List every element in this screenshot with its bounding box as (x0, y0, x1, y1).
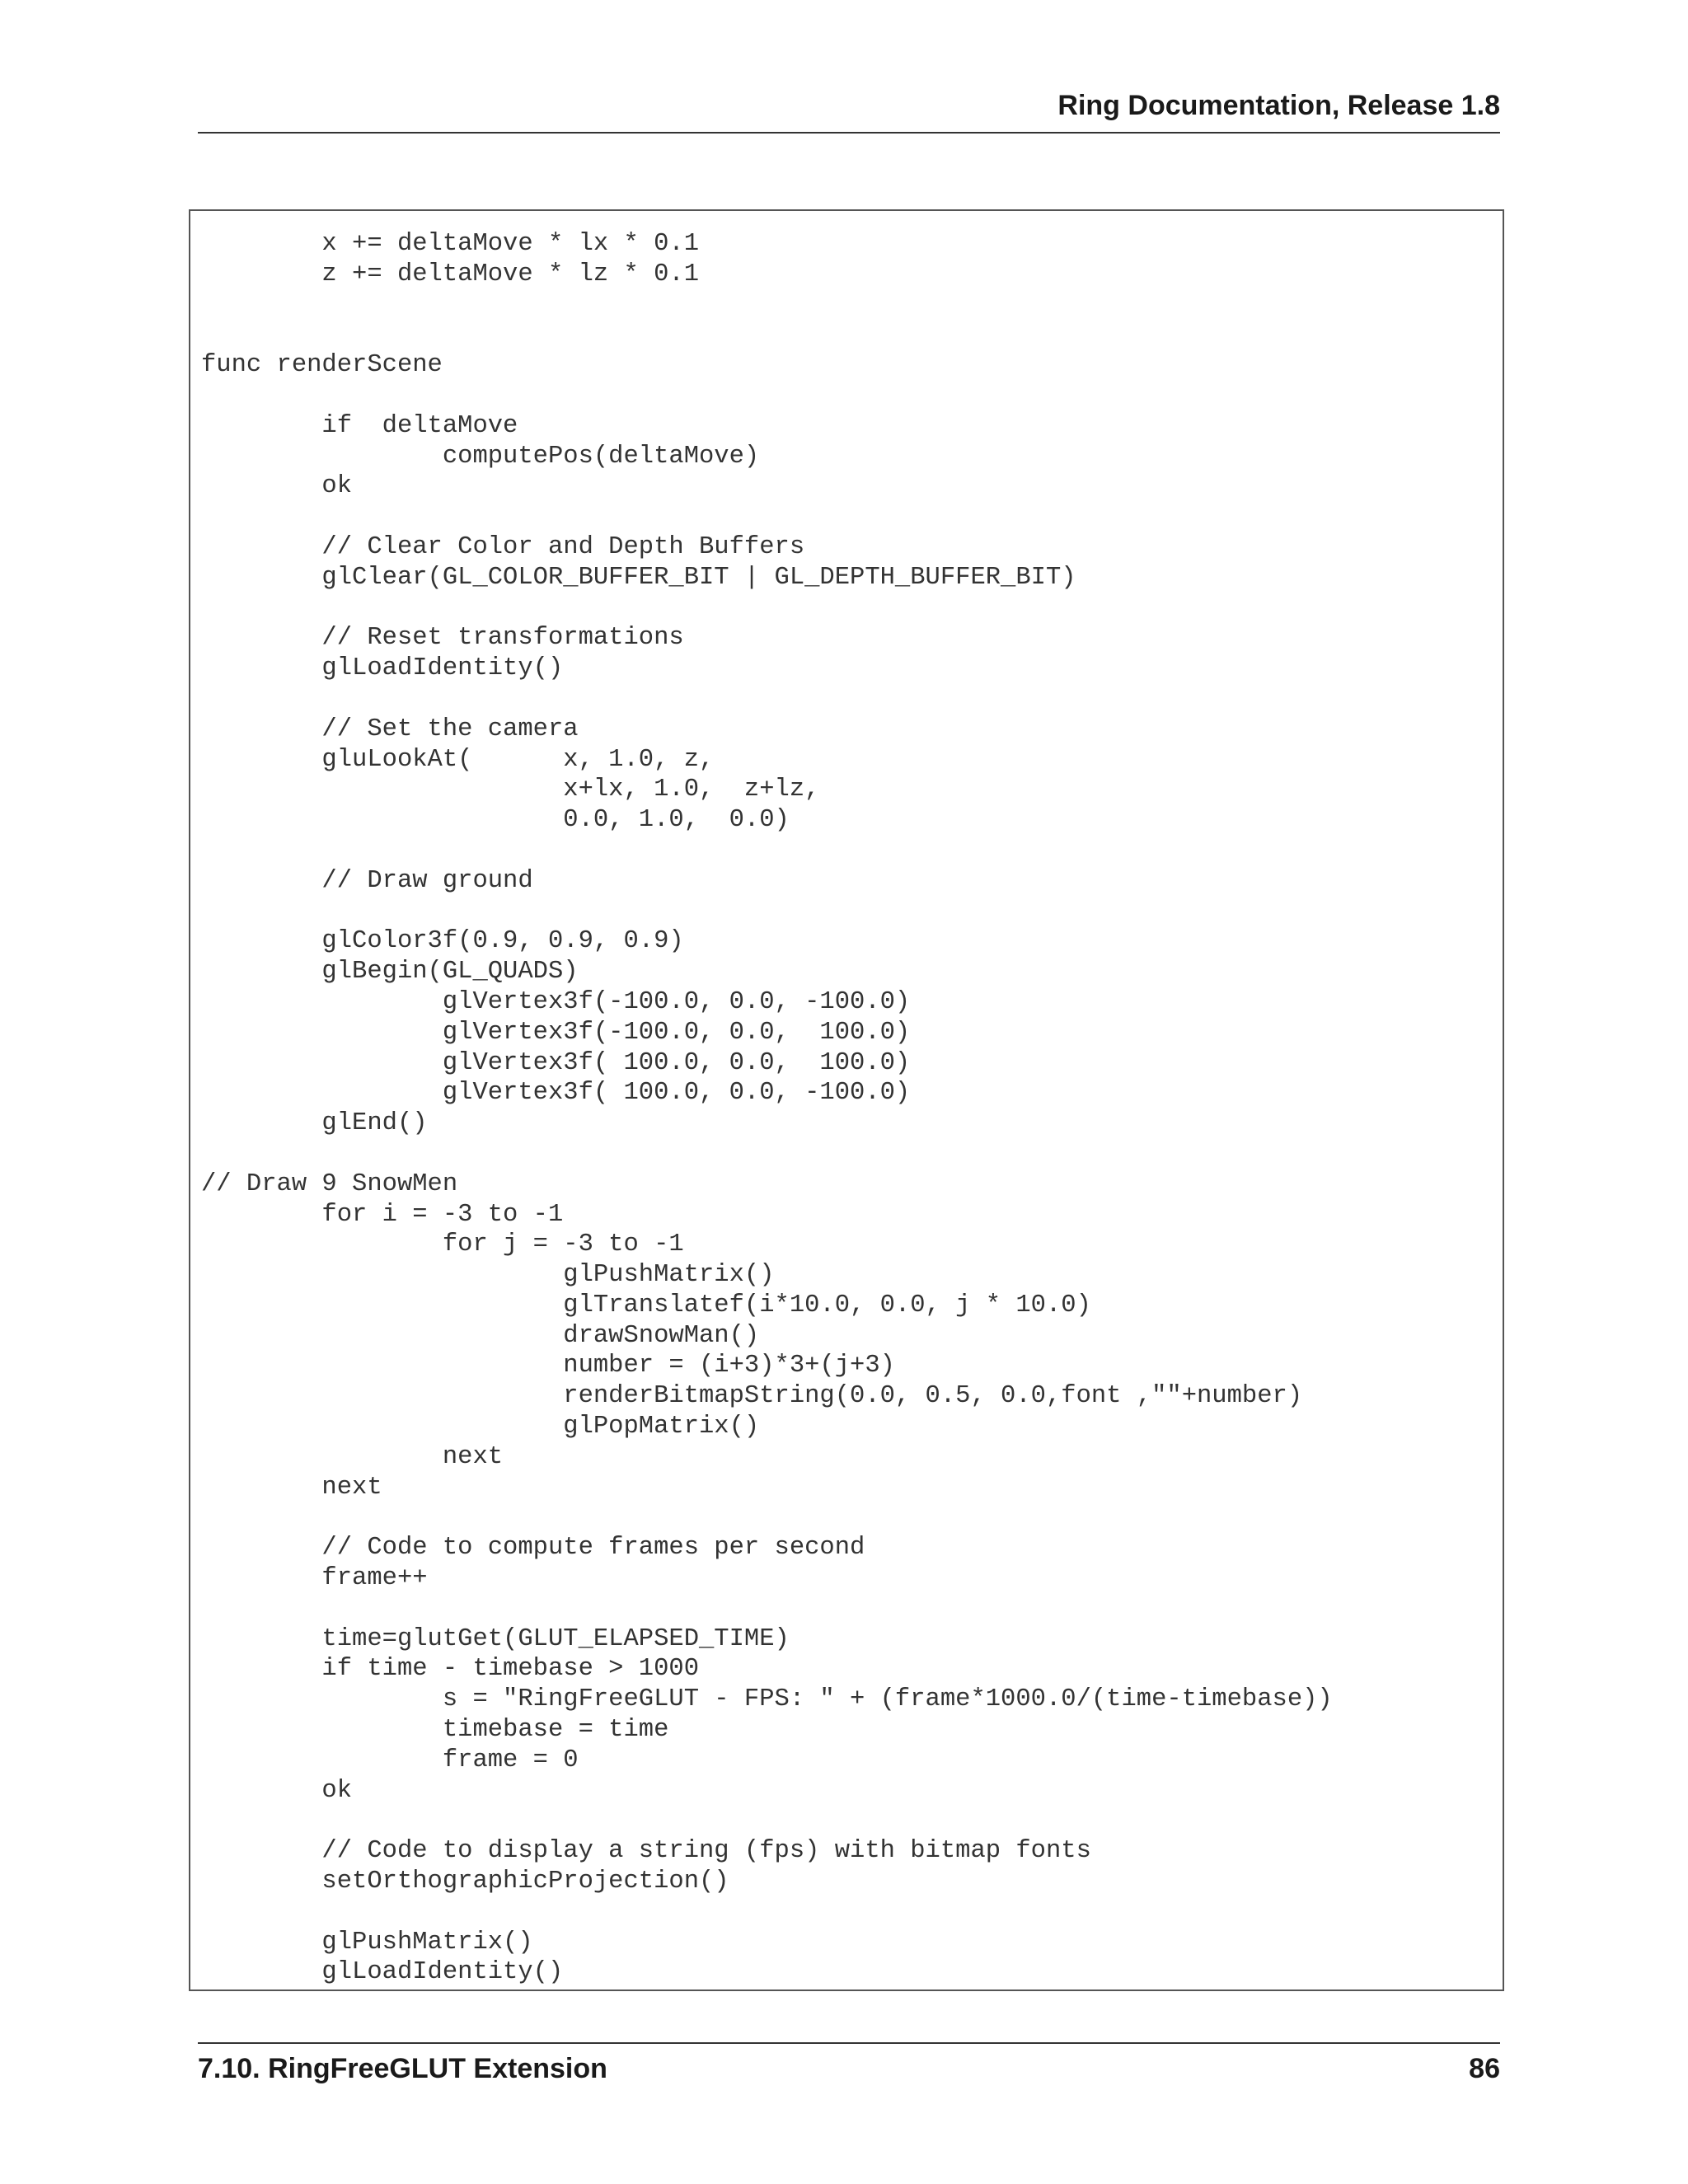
code-text: x += deltaMove * lx * 0.1 z += deltaMove * lz * 0.1 func renderScene if deltaMove computePos(deltaMove) ok // Clear Color and Depth Buffers glClear(GL_COLOR_BUFFER_BIT | GL_DEPTH_BUFFER_BIT) // Reset transformations glLoadIdentity() // Set the camera gluLookAt( x, 1.0, z, x+lx, 1.0, z+lz, 0.0, 1.0, 0.0) // Draw ground glColor3f(0.9, 0.9, 0.9) glBegin(GL_QUADS) glVertex3f(-100.0, 0.0, -100.0) glVertex3f(-100.0, 0.0, 100.0) glVertex3f( 100.0, 0.0, 100.0) glVertex3f( 100.0, 0.0, -100.0) glEnd() // Draw 9 SnowMen for i = -3 to -1 for j = -3 to -1 glPushMatrix() glTranslatef(i*10.0, 0.0, j * 10.0) drawSnowMan() number = (i+3)*3+(j+3) renderBitmapString(0.0, 0.5, 0.0,font ,""+number) glPopMatrix() next next // Code to compute frames per second frame++ time=glutGet(GLUT_ELAPSED_TIME) if time - timebase > 1000 s = "RingFreeGLUT - FPS: " + (frame*1000.0/(time-timebase)) timebase = time frame = 0 ok // Code to display a string (fps) with bitmap fonts setOrthographicProjection() glPushMatrix() glLoadIdentity() (201, 230, 1333, 1987)
page-number: 86 (1469, 2053, 1500, 2084)
section-title: 7.10. RingFreeGLUT Extension (198, 2053, 607, 2084)
page-footer (198, 2042, 1500, 2085)
code-listing (189, 209, 1504, 1991)
page-header (198, 89, 1500, 134)
document-title: Ring Documentation, Release 1.8 (1057, 90, 1500, 121)
